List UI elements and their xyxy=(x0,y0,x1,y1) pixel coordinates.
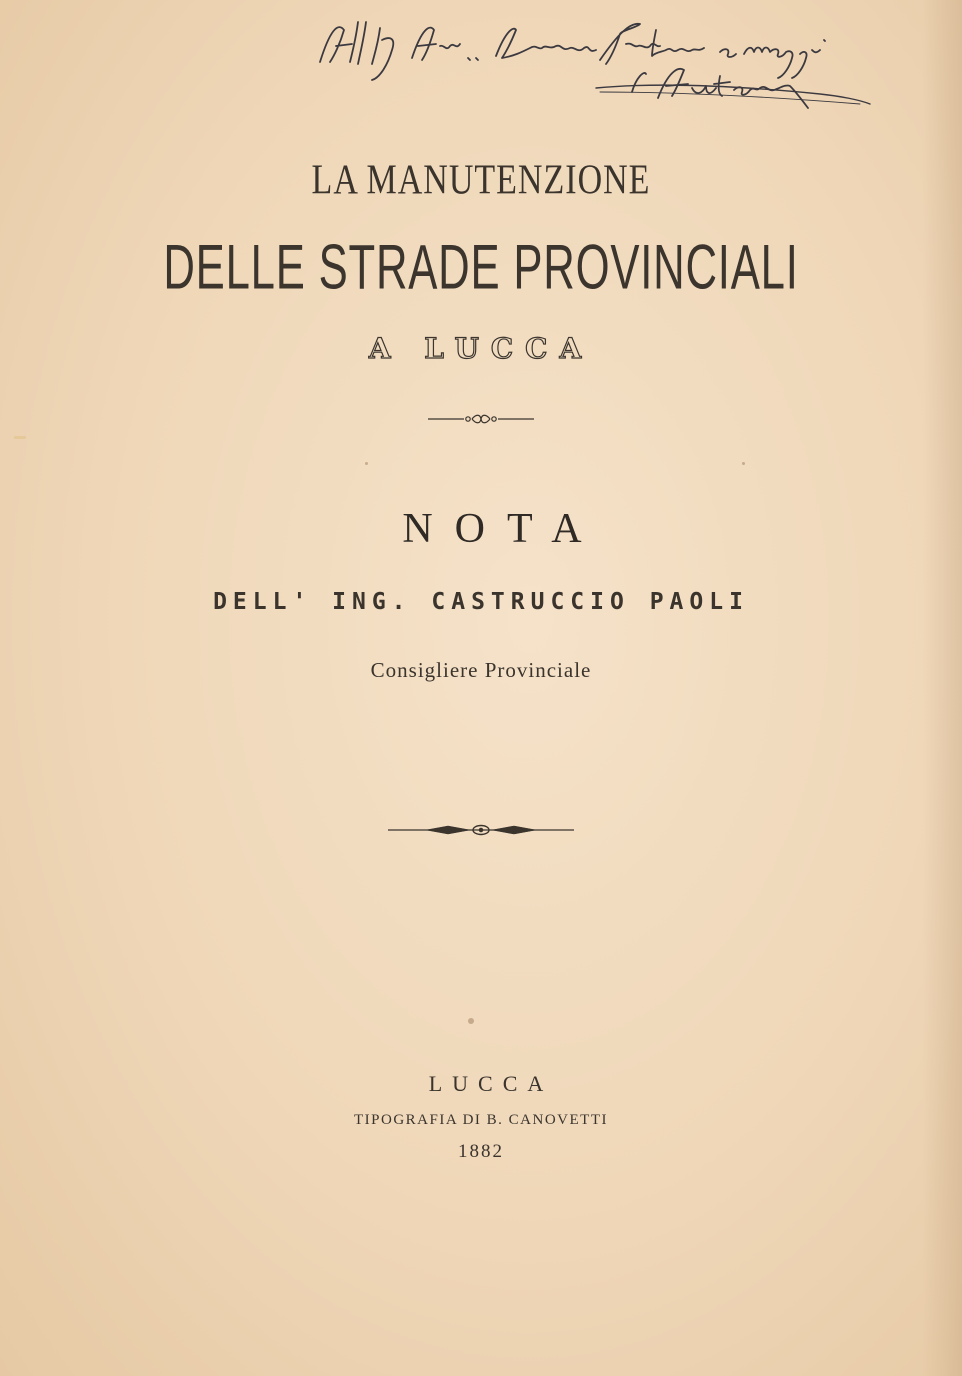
paper-speck xyxy=(468,1018,474,1024)
heading-nota: NOTA xyxy=(402,506,604,552)
imprint-city: LUCCA xyxy=(428,1071,554,1096)
author-role: Consigliere Provinciale xyxy=(370,658,592,682)
handwritten-dedication xyxy=(300,0,940,120)
paper-speck xyxy=(14,436,26,439)
imprint-year: 1882 xyxy=(458,1141,504,1162)
title-line-1: LA MANUTENZIONE xyxy=(311,157,651,204)
title-line-3: A LUCCA xyxy=(368,332,594,365)
small-rule-ornament xyxy=(0,412,962,426)
paper-speck xyxy=(742,462,745,465)
paper-speck xyxy=(365,462,368,465)
imprint-printer: TIPOGRAFIA DI B. CANOVETTI xyxy=(354,1112,608,1128)
title-line-2: DELLE STRADE PROVINCIALI xyxy=(163,231,799,302)
decorative-rule-ornament xyxy=(0,822,962,838)
author-line: DELL' ING. CASTRUCCIO PAOLI xyxy=(213,589,749,615)
